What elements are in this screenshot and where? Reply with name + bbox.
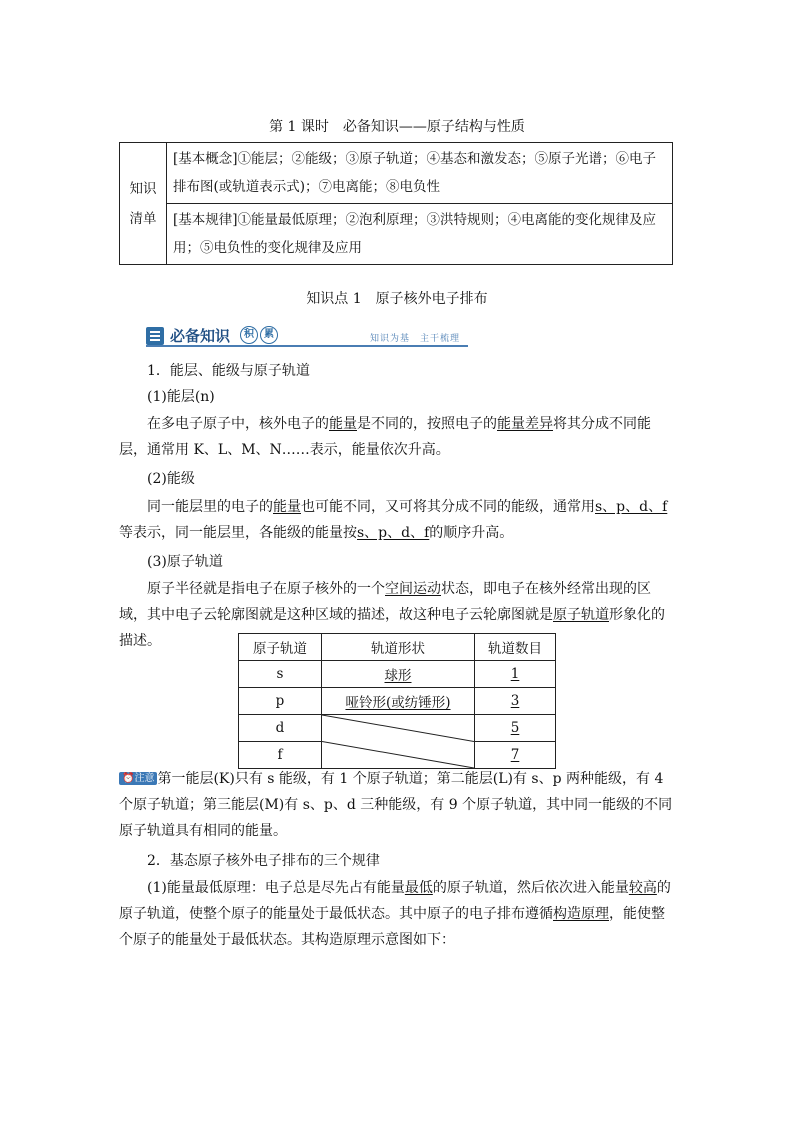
table-row xyxy=(239,634,556,661)
shape-cell: 球形 xyxy=(322,661,475,688)
knowledge-point-title: 知识点 1 原子核外电子排布 xyxy=(306,291,488,307)
sub-heading-sublevel: (2)能级 xyxy=(147,471,195,487)
table-row xyxy=(239,715,556,742)
table-header-cell: 轨道形状 xyxy=(322,634,475,661)
paragraph-sublevel: 同一能层里的电子的能量也可能不同，又可将其分成不同的能级，通常用s、p、d、f等表示，同一能层里，各能级的能量按s、p、d、f的顺序升高。 xyxy=(119,499,668,541)
section1-heading: 1．能层、能级与原子轨道 xyxy=(147,363,310,379)
note-icon: ⏰注意 xyxy=(119,772,157,785)
note-paragraph: ⏰注意 第一能层(K)只有 s 能级，有 1 个原子轨道；第二能层(L)有 s、p 两种能级，有 4 个原子轨道；第三能层(M)有 s、p、d 三种能级，有 9 个原子轨道，其中同一能级的不同原子轨道具有相同的能量。 xyxy=(119,771,673,839)
count-cell: 7 xyxy=(475,742,556,769)
shape-cell-diagonal xyxy=(322,715,475,769)
orbital-cell: f xyxy=(239,742,322,769)
seal-icon-1: 积 xyxy=(240,326,258,344)
paragraph-orbital: 原子半径就是指电子在原子核外的一个空间运动状态，即电子在核外经常出现的区域，其中电子云轮廓图就是这种区域的描述，故这种电子云轮廓图就是原子轨道形象化的描述。 xyxy=(119,581,665,649)
paragraph-shell: 在多电子原子中，核外电子的能量是不同的，按照电子的能量差异将其分成不同能层，通常用 K、L、M、N……表示，能量依次升高。 xyxy=(119,416,651,458)
book-icon xyxy=(146,327,164,345)
inventory-header-text: 知识清单 xyxy=(129,180,157,227)
section2-heading: 2．基态原子核外电子排布的三个规律 xyxy=(147,853,380,869)
count-cell: 5 xyxy=(475,715,556,742)
orbital-cell: p xyxy=(239,688,322,715)
seal-icon-2: 累 xyxy=(260,326,278,344)
count-cell: 3 xyxy=(475,688,556,715)
inventory-row-concepts: [基本概念]①能层；②能级；③原子轨道；④基态和激发态；⑤原子光谱；⑥电子排布图(或轨道表示式)；⑦电离能；⑧电负性 xyxy=(167,143,673,204)
count-cell: 1 xyxy=(475,661,556,688)
paragraph-aufbau: (1)能量最低原理：电子总是尽先占有能量最低的原子轨道，然后依次进入能量较高的原子轨道，使整个原子的能量处于最低状态。其中原子的电子排布遵循构造原理，能使整个原子的能量处于最低状态。其构造原理示意图如下： xyxy=(119,880,671,948)
sub-heading-orbital: (3)原子轨道 xyxy=(147,554,223,570)
table-header-cell: 轨道数目 xyxy=(475,634,556,661)
banner-subtitle: 知识为基 主干梳理 xyxy=(370,334,461,344)
page-title: 第 1 课时 必备知识——原子结构与性质 xyxy=(269,119,525,135)
inventory-row-rules: [基本规律]①能量最低原理；②泡利原理；③洪特规则；④电离能的变化规律及应用；⑤电负性的变化规律及应用 xyxy=(167,204,673,265)
orbital-cell: s xyxy=(239,661,322,688)
table-row xyxy=(239,661,556,688)
sub-heading-shell: (1)能层(n) xyxy=(147,389,215,405)
section-banner xyxy=(146,326,468,348)
shape-cell: 哑铃形(或纺锤形) xyxy=(322,688,475,715)
inventory-header xyxy=(120,143,167,265)
banner-title: 必备知识 xyxy=(170,327,231,345)
orbital-cell: d xyxy=(239,715,322,742)
table-header-cell: 原子轨道 xyxy=(239,634,322,661)
diagonal-lines xyxy=(322,715,474,768)
banner-underline xyxy=(146,345,468,347)
orbital-table xyxy=(238,633,556,769)
knowledge-inventory-table xyxy=(119,142,673,265)
table-row xyxy=(239,688,556,715)
